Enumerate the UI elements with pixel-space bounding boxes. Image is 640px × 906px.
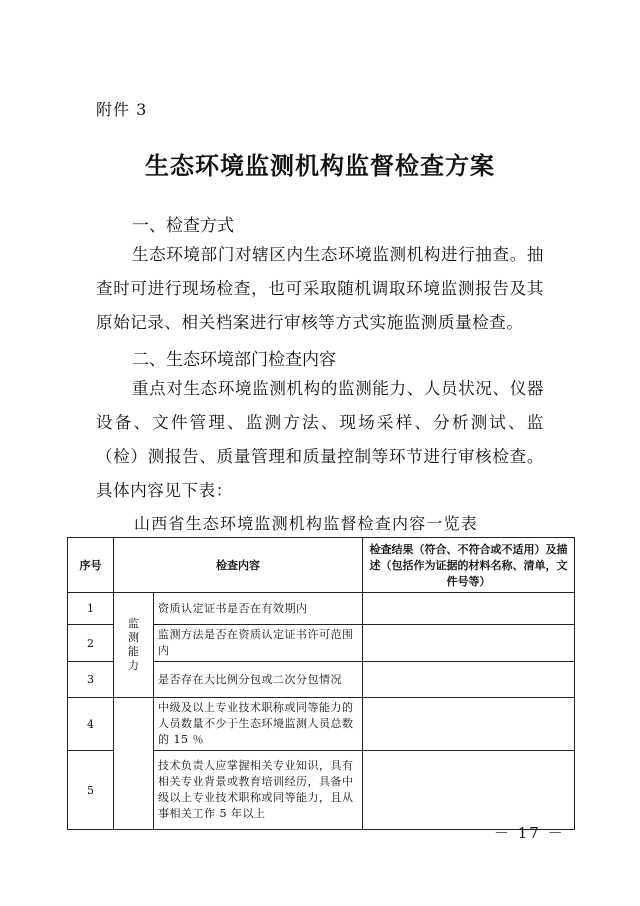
header-no: 序号 [68, 538, 114, 593]
row-content: 是否存在大比例分包或二次分包情况 [154, 662, 363, 698]
row-content: 中级及以上专业技术职称或同等能力的人员数量不少于生态环境监测人员总数的 15 ％ [154, 698, 363, 751]
row-number: 3 [68, 662, 114, 698]
table-row [68, 593, 575, 625]
section-heading-inspection-content: 二、生态环境部门检查内容 [132, 350, 336, 370]
document-title: 生态环境监测机构监督检查方案 [145, 152, 495, 180]
row-result [363, 662, 575, 698]
category-cell [114, 593, 154, 698]
row-result [363, 593, 575, 625]
row-number: 1 [68, 593, 114, 625]
inspection-table [67, 537, 575, 830]
category-label: 监测能力 [128, 617, 139, 672]
table-row [68, 698, 575, 751]
row-content: 技术负责人应掌握相关专业知识，具有相关专业背景或教育培训经历，具备中级以上专业技术职称或同等能力，且从事相关工作 5 年以上 [154, 751, 363, 830]
row-number: 4 [68, 698, 114, 751]
row-content: 监测方法是否在资质认定证书许可范围内 [154, 625, 363, 662]
row-number: 5 [68, 751, 114, 830]
section-heading-inspection-method: 一、检查方式 [132, 216, 234, 236]
table-header-row [68, 538, 575, 593]
row-result [363, 698, 575, 751]
category-cell-empty [114, 698, 154, 830]
paragraph-inspection-method: 生态环境部门对辖区内生态环境监测机构进行抽查。抽查时可进行现场检查，也可采取随机调取环境监测报告及其原始记录、相关档案进行审核等方式实施监测质量检查。 [96, 245, 544, 332]
page-number: － 17 － [494, 824, 565, 842]
row-content: 资质认定证书是否在有效期内 [154, 593, 363, 625]
header-content: 检查内容 [114, 538, 363, 593]
row-result [363, 625, 575, 662]
table-caption: 山西省生态环境监测机构监督检查内容一览表 [134, 514, 479, 533]
row-number: 2 [68, 625, 114, 662]
header-result: 检查结果（符合、不符合或不适用）及描述（包括作为证据的材料名称、清单，文件号等） [363, 538, 575, 593]
row-result [363, 751, 575, 830]
paragraph-inspection-content: 重点对生态环境监测机构的监测能力、人员状况、仪器设备、文件管理、监测方法、现场采样、分析测试、监（检）测报告、质量管理和质量控制等环节进行审核检查。具体内容见下表： [96, 379, 544, 500]
attachment-label: 附件 3 [96, 100, 148, 119]
